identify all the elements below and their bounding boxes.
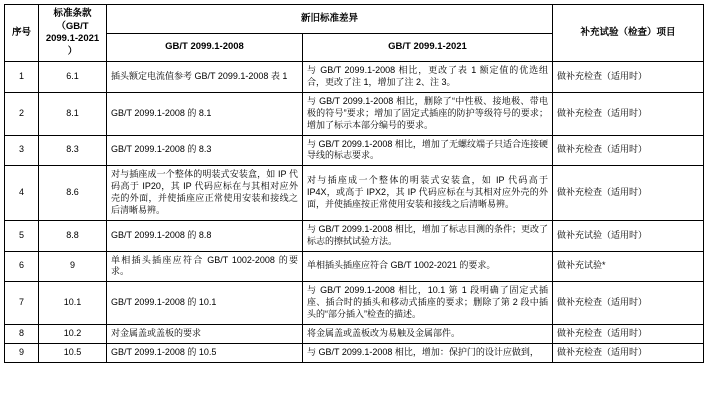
- cell-clause: 8.1: [39, 92, 107, 135]
- cell-clause: 10.2: [39, 324, 107, 343]
- header-new-standard: GB/T 2099.1-2021: [303, 33, 553, 62]
- table-row: [5, 135, 704, 166]
- cell-old: GB/T 2099.1-2008 的 8.1: [107, 92, 303, 135]
- table-row: [5, 62, 704, 93]
- cell-extra: 做补充检查（适用时）: [553, 135, 704, 166]
- header-old-standard: GB/T 2099.1-2008: [107, 33, 303, 62]
- header-difference: 新旧标准差异: [107, 5, 553, 34]
- cell-new: 单相插头插座应符合 GB/T 1002-2021 的要求。: [303, 251, 553, 282]
- cell-old: GB/T 2099.1-2008 的 10.5: [107, 343, 303, 362]
- cell-seq: 3: [5, 135, 39, 166]
- cell-seq: 8: [5, 324, 39, 343]
- cell-old: GB/T 2099.1-2008 的 10.1: [107, 282, 303, 325]
- table-row: [5, 251, 704, 282]
- cell-new: 与 GB/T 2099.1-2008 相比，更改了表 1 额定值的优选组合，更改了注 1，增加了注 2、注 3。: [303, 62, 553, 93]
- cell-seq: 6: [5, 251, 39, 282]
- cell-old: 对与插座成一个整体的明装式安装盒，如 IP 代码高于 IP20，其 IP 代码应标在与其相对应外壳的外面，并使插座应正常使用安装和接线之后清晰易辨。: [107, 166, 303, 221]
- cell-old: GB/T 2099.1-2008 的 8.3: [107, 135, 303, 166]
- cell-new: 与 GB/T 2099.1-2008 相比，删除了“中性极、接地极、带电极的符号”要求；增加了固定式插座的防护等级符号的要求；增加了标示本部分编号的要求。: [303, 92, 553, 135]
- cell-new: 与 GB/T 2099.1-2008 相比，10.1 第 1 段明确了固定式插座、插合时的插头和移动式插座的要求；删除了第 2 段中插头的“部分插入”检查的描述。: [303, 282, 553, 325]
- standard-difference-table: [4, 4, 704, 363]
- cell-extra: 做补充试验（适用时）: [553, 220, 704, 251]
- header-clause-line-3: 2099.1-2021: [45, 33, 100, 45]
- cell-extra: 做补充检查（适用时）: [553, 166, 704, 221]
- cell-extra: 做补充检查（适用时）: [553, 282, 704, 325]
- header-clause-line-1: 标准条款: [53, 8, 92, 19]
- cell-seq: 9: [5, 343, 39, 362]
- header-clause-line-2: （GB/T: [56, 20, 89, 32]
- header-extra: 补充试验（检查）项目: [553, 5, 704, 62]
- cell-clause: 9: [39, 251, 107, 282]
- cell-extra: 做补充检查（适用时）: [553, 324, 704, 343]
- cell-clause: 8.6: [39, 166, 107, 221]
- cell-new: 将金属盖或盖板改为易触及金属部件。: [303, 324, 553, 343]
- cell-clause: 6.1: [39, 62, 107, 93]
- cell-clause: 10.5: [39, 343, 107, 362]
- table-header: [5, 5, 704, 62]
- table-row: [5, 166, 704, 221]
- header-clause: [39, 5, 107, 62]
- cell-new: 与 GB/T 2099.1-2008 相比，增加了无螺纹端子只适合连接硬导线的标志要求。: [303, 135, 553, 166]
- cell-seq: 2: [5, 92, 39, 135]
- table-row: [5, 282, 704, 325]
- cell-extra: 做补充检查（适用时）: [553, 343, 704, 362]
- cell-old: 插头额定电流值参考 GB/T 2099.1-2008 表 1: [107, 62, 303, 93]
- cell-old: GB/T 2099.1-2008 的 8.8: [107, 220, 303, 251]
- cell-clause: 10.1: [39, 282, 107, 325]
- cell-clause: 8.3: [39, 135, 107, 166]
- cell-new: 与 GB/T 2099.1-2008 相比，增加：保护门的设计应做到，: [303, 343, 553, 362]
- cell-extra: 做补充试验*: [553, 251, 704, 282]
- table-body: [5, 62, 704, 363]
- cell-extra: 做补充检查（适用时）: [553, 62, 704, 93]
- cell-new: 对与插座成一个整体的明装式安装盒，如 IP 代码高于 IP4X，或高于 IPX2，其 IP 代码应标在与其相对应外壳的外面，并使插座按正常使用安装和接线之后清晰易辨。: [303, 166, 553, 221]
- cell-old: 对金属盖或盖板的要求: [107, 324, 303, 343]
- table-row: [5, 220, 704, 251]
- table-row: [5, 343, 704, 362]
- cell-extra: 做补充检查（适用时）: [553, 92, 704, 135]
- header-seq: 序号: [5, 5, 39, 62]
- table-header-row-1: [5, 5, 704, 34]
- cell-seq: 4: [5, 166, 39, 221]
- cell-seq: 1: [5, 62, 39, 93]
- cell-seq: 5: [5, 220, 39, 251]
- table-row: [5, 92, 704, 135]
- cell-new: 与 GB/T 2099.1-2008 相比，增加了标志目测的条件；更改了标志的擦拭试验方法。: [303, 220, 553, 251]
- cell-seq: 7: [5, 282, 39, 325]
- header-clause-line-4: ）: [67, 45, 78, 57]
- cell-old: 单相插头插座应符合 GB/T 1002-2008 的要求。: [107, 251, 303, 282]
- table-row: [5, 324, 704, 343]
- cell-clause: 8.8: [39, 220, 107, 251]
